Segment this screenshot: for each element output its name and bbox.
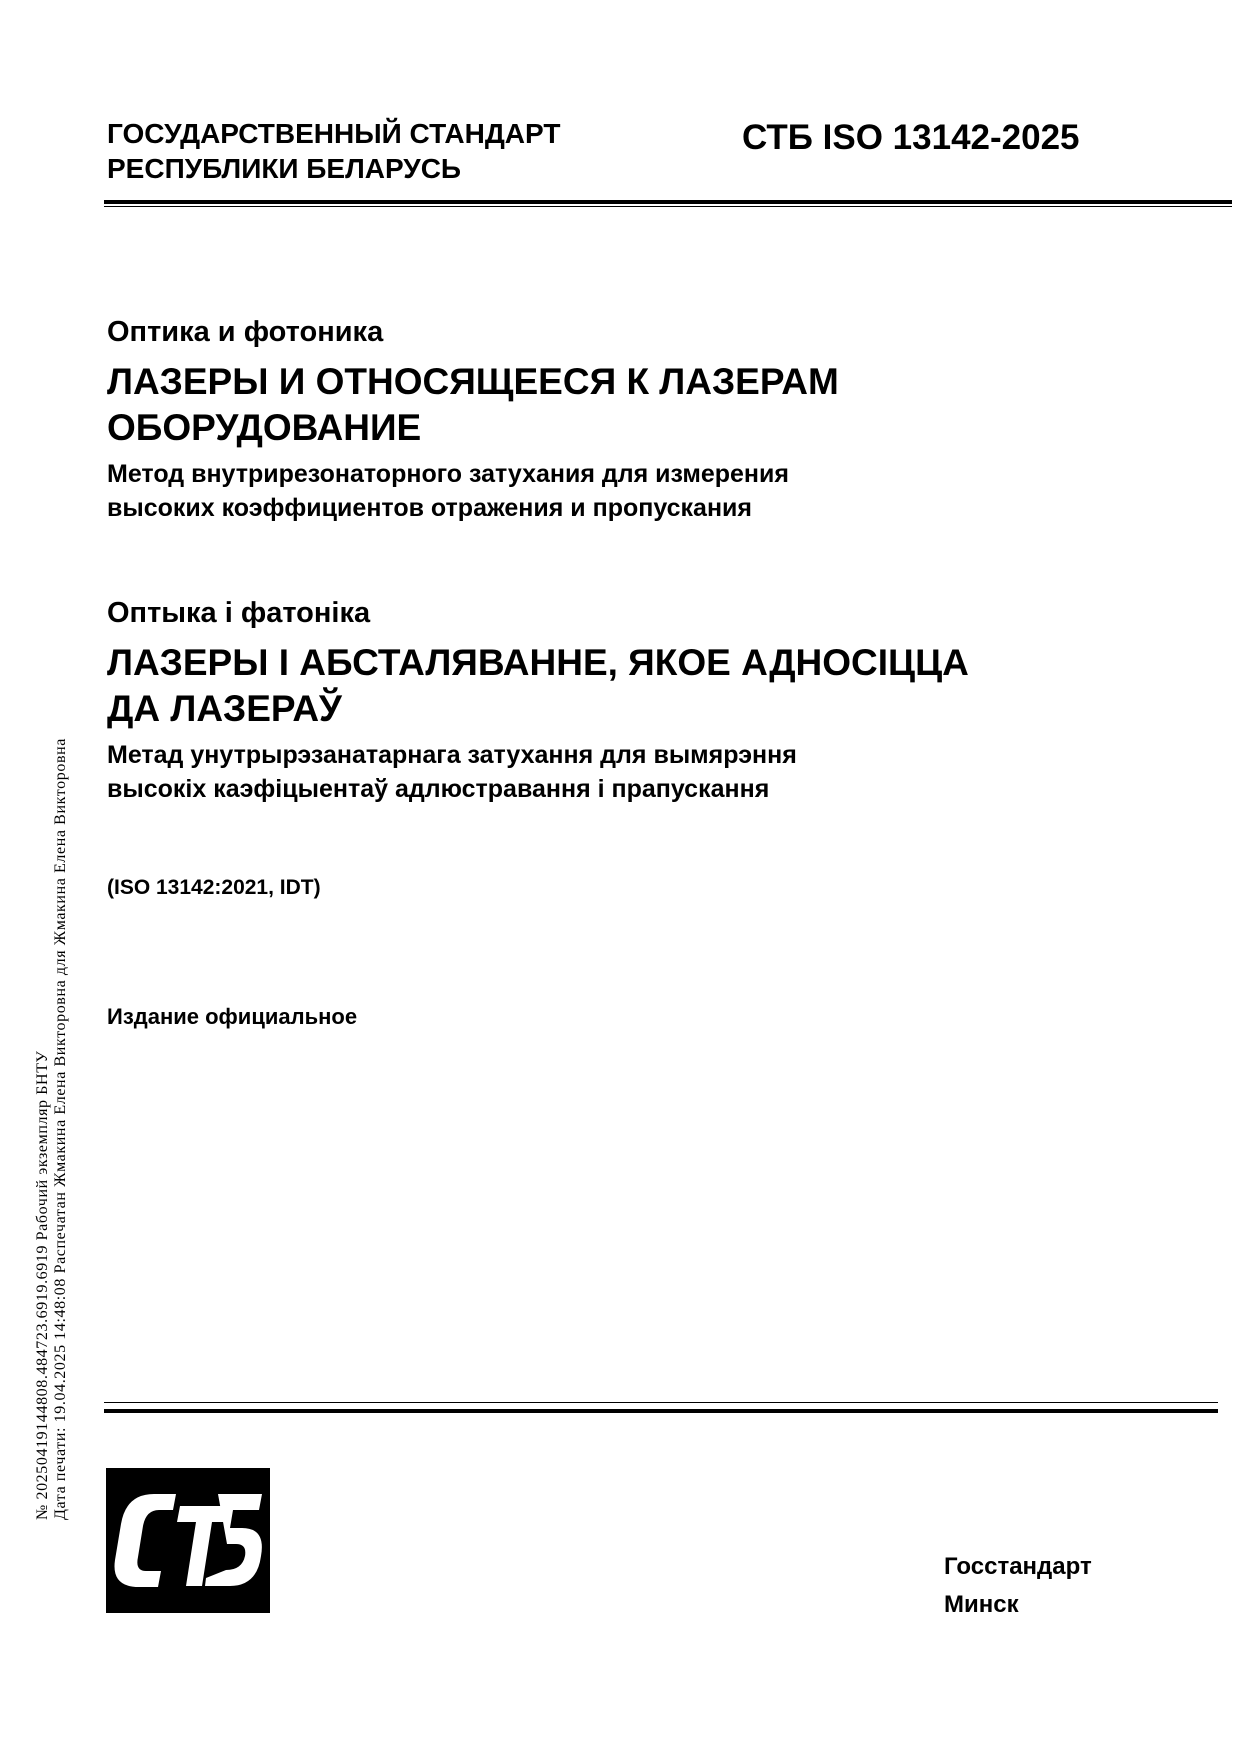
description-by-line-1: Метад унутрырэзанатарнага затухання для вымярэння bbox=[107, 741, 797, 769]
title-by-line-1: ЛАЗЕРЫ І АБСТАЛЯВАННЕ, ЯКОЕ АДНОСІЦЦА bbox=[107, 642, 969, 683]
title-block-ru bbox=[107, 315, 1107, 525]
stb-logo bbox=[106, 1468, 270, 1613]
subject-ru: Оптика и фотоника bbox=[107, 316, 384, 348]
description-ru-line-1: Метод внутрирезонаторного затухания для измерения bbox=[107, 460, 789, 488]
description-by-line-2: высокіх каэфіцыентаў адлюстравання і прапускання bbox=[107, 775, 770, 803]
side-note-line-2: Дата печати: 19.04.2025 14:48:08 Распечатан Жмакина Елена Викторовна для Жмакина Елена Викторовна bbox=[52, 738, 69, 1520]
print-side-note bbox=[34, 738, 70, 1520]
side-note-line-1: № 20250419144808.484723.6919.6919 Рабочий экземпляр БНТУ bbox=[34, 1050, 51, 1520]
description-ru-line-2: высоких коэффициентов отражения и пропускания bbox=[107, 494, 752, 522]
stb-logo-icon bbox=[106, 1468, 270, 1613]
bottom-rule-thin bbox=[104, 1402, 1218, 1403]
org-line-2: РЕСПУБЛИКИ БЕЛАРУСЬ bbox=[107, 153, 462, 184]
top-rule-thin bbox=[104, 206, 1232, 207]
title-block-by bbox=[107, 596, 1107, 806]
title-by-line-2: ДА ЛАЗЕРАЎ bbox=[107, 688, 343, 729]
publisher bbox=[944, 1548, 1092, 1624]
document-number: СТБ ISO 13142-2025 bbox=[742, 118, 1080, 157]
header-organization bbox=[107, 116, 560, 186]
top-rule-thick bbox=[104, 200, 1232, 204]
publisher-city: Минск bbox=[944, 1591, 1019, 1618]
edition-label: Издание официальное bbox=[107, 1004, 358, 1029]
org-line-1: ГОСУДАРСТВЕННЫЙ СТАНДАРТ bbox=[107, 118, 561, 149]
subject-by: Оптыка і фатоніка bbox=[107, 597, 371, 629]
title-ru-line-2: ОБОРУДОВАНИЕ bbox=[107, 407, 422, 448]
bottom-rule-thick bbox=[104, 1409, 1218, 1413]
iso-reference: (ISO 13142:2021, IDT) bbox=[107, 876, 321, 899]
title-ru-line-1: ЛАЗЕРЫ И ОТНОСЯЩЕЕСЯ К ЛАЗЕРАМ bbox=[107, 361, 839, 402]
publisher-name: Госстандарт bbox=[944, 1553, 1092, 1580]
